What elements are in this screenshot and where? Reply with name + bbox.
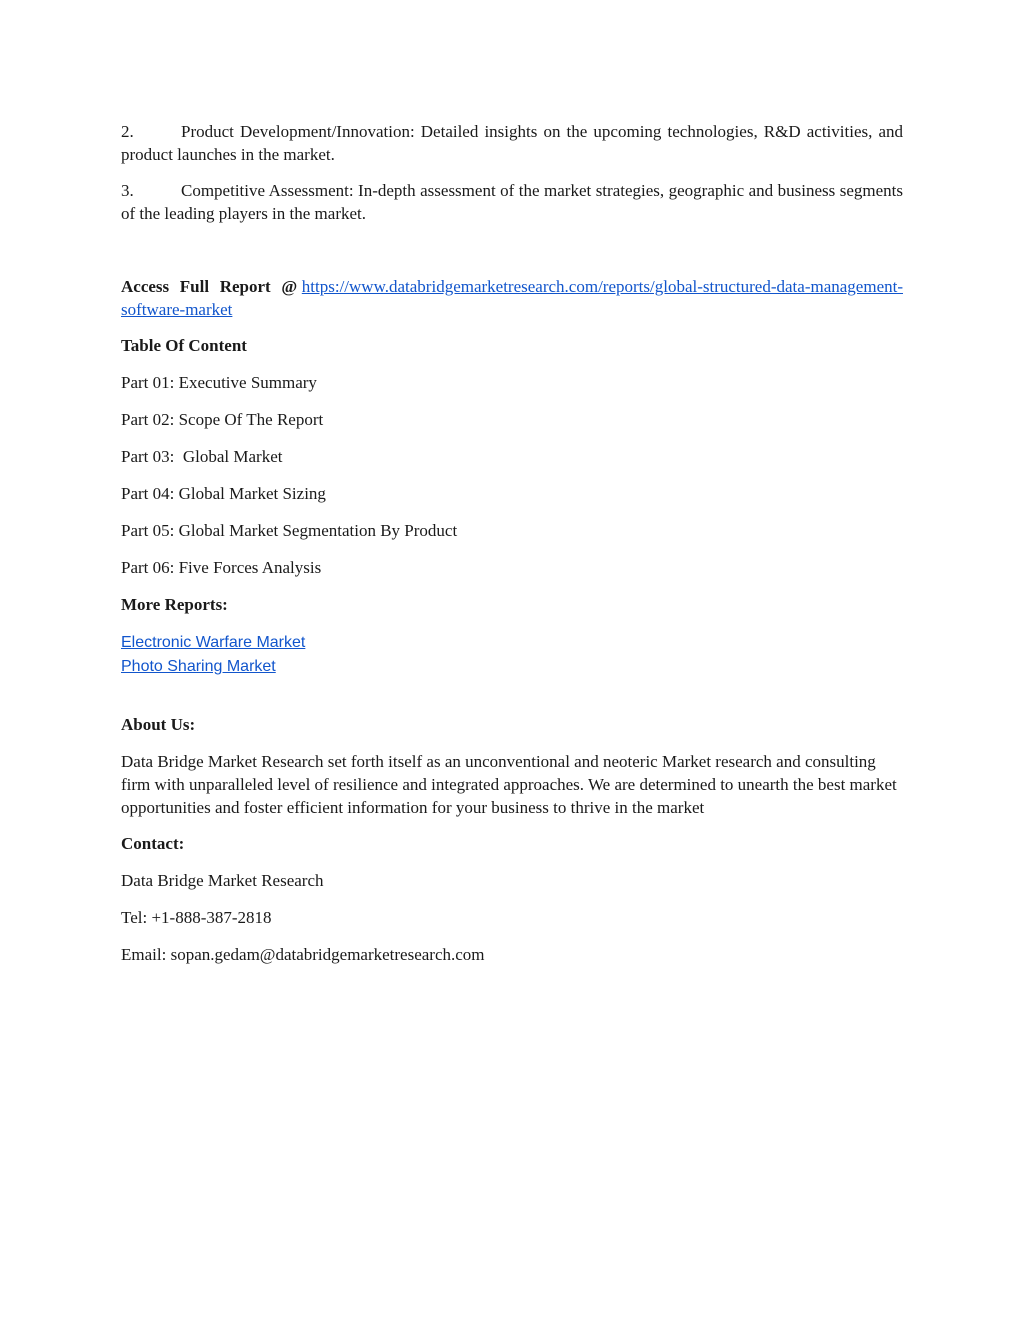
access-full-report bbox=[121, 275, 903, 321]
document-page bbox=[121, 120, 903, 980]
toc-part-05: Part 05: Global Market Segmentation By Product bbox=[121, 521, 458, 540]
toc-heading: Table Of Content bbox=[121, 336, 247, 355]
item-number: 2. bbox=[121, 122, 134, 141]
contact-heading: Contact: bbox=[121, 834, 185, 853]
report-link-photo-sharing[interactable]: Photo Sharing Market bbox=[121, 658, 276, 675]
about-text: Data Bridge Market Research set forth itself as an unconventional and neoteric Market research and consulting firm with unparalleled level of resilience and integrated approaches. We are determined to unearth the best market opportunities and foster efficient information for your business to thrive in the market bbox=[121, 752, 897, 817]
more-reports-heading: More Reports: bbox=[121, 595, 228, 614]
toc-part-06: Part 06: Five Forces Analysis bbox=[121, 558, 322, 577]
item-text: Competitive Assessment: In-depth assessment of the market strategies, geographic and business segments of the leading players in the market. bbox=[121, 181, 903, 223]
contact-company: Data Bridge Market Research bbox=[121, 871, 324, 890]
about-heading: About Us: bbox=[121, 715, 196, 734]
toc-part-01: Part 01: Executive Summary bbox=[121, 373, 317, 392]
toc-part-02: Part 02: Scope Of The Report bbox=[121, 410, 324, 429]
toc-part-04: Part 04: Global Market Sizing bbox=[121, 484, 326, 503]
contact-tel: Tel: +1-888-387-2818 bbox=[121, 908, 272, 927]
numbered-item-3 bbox=[121, 179, 903, 225]
contact-email: Email: sopan.gedam@databridgemarketresearch.com bbox=[121, 945, 485, 964]
report-url-link[interactable]: https://www.databridgemarketresearch.com/reports/global-structured-data-management-software-market bbox=[121, 277, 903, 319]
item-text: Product Development/Innovation: Detailed insights on the upcoming technologies, R&D activities, and product launches in the market. bbox=[121, 122, 903, 164]
access-label: Access Full Report @ bbox=[121, 277, 298, 296]
report-link-electronic-warfare[interactable]: Electronic Warfare Market bbox=[121, 634, 306, 651]
more-reports-links bbox=[121, 630, 903, 678]
toc-part-03: Part 03: Global Market bbox=[121, 447, 283, 466]
numbered-item-2 bbox=[121, 120, 903, 166]
item-number: 3. bbox=[121, 181, 134, 200]
